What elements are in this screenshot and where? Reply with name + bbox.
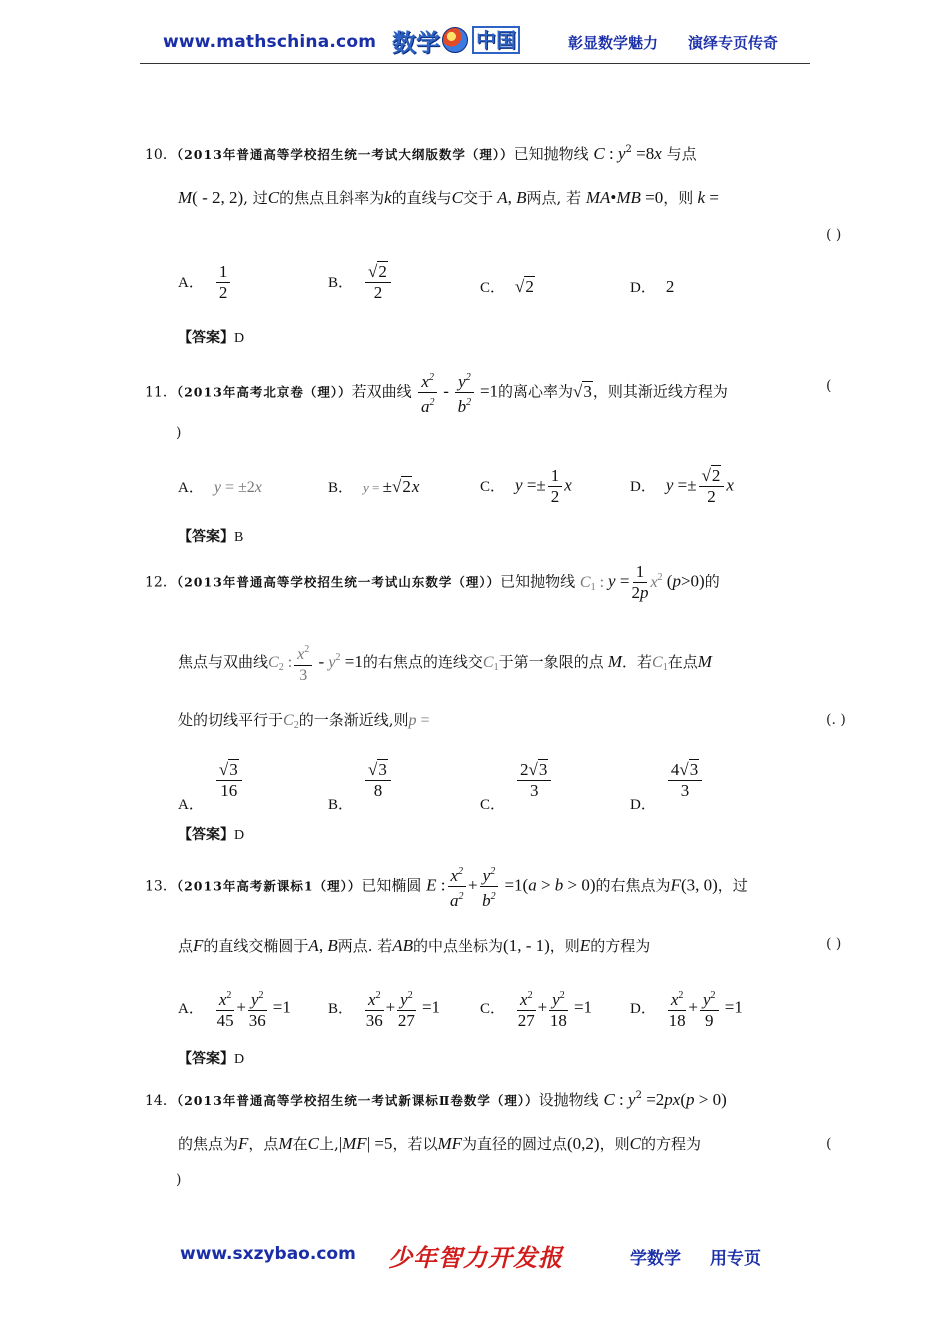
q10-text: 两点, 若 [526,189,582,207]
q14-text: 的焦点为 [178,1135,239,1153]
footer-slogan-1: 学数学 [630,1249,681,1269]
q12-text: 已知抛物线 [500,572,576,591]
globe-icon [442,27,468,53]
q13-text: ，则 [549,937,580,955]
q12-line-3: 处的切线平行于$C_2$的一条渐近线,则p = [178,711,430,731]
footer-logo: 少年智力开发报 [388,1243,563,1272]
q13-text: 已知椭圆 [361,876,422,895]
q14-source: （2013年普通高等学校招生统一考试新课标Ⅱ卷数学（理）） [176,1093,539,1108]
q10-line-2: M( - 2, 2), 过C的焦点且斜率为k的直线与C交于 A, B两点, 若 MA•MB =0，则 k = [178,188,719,207]
q12-answer [178,824,244,844]
q10-answer-bracket: ( ) [826,227,842,243]
answer-label: 【答案】 [178,330,234,346]
q12-option-label: B． [328,796,354,813]
answer-label: 【答案】 [178,827,234,843]
q12-text: 的一条渐近线,则 [298,711,409,729]
q11-option-c[interactable]: C． y =± $\frac{1}{2}$ x [480,466,572,506]
q11-number: 11． [145,384,177,401]
page-footer [180,1236,780,1276]
q10-formula-parabola: C [593,144,605,163]
q13-text: 两点. 若 [337,937,393,955]
q11-text: 的离心率为 [498,382,574,401]
q10-text: 的焦点且斜率为 [279,189,385,207]
q12-source: （2013年普通高等学校招生统一考试山东数学（理）） [176,574,501,590]
q10-option-label: A． [178,274,204,291]
footer-url[interactable]: www.sxzybao.com [180,1244,356,1264]
q13-option-label: D． [630,1000,656,1017]
q12-text: 的右焦点的连线交 [362,653,483,671]
q12-text: 的 [704,572,720,591]
answer-value: D [234,828,245,843]
q14-line-2: 的焦点为F，点M在C上,|MF| =5，若以MF为直径的圆过点(0,2)，则C的方程为 [178,1134,701,1153]
q11-text: ，则其渐近线方程为 [592,382,728,401]
q14-line-1: 14．（2013年普通高等学校招生统一考试新课标Ⅱ卷数学（理））设抛物线 C : $y^2 =2px(p > 0)$ [145,1090,727,1109]
q14-text: 的方程为 [640,1135,701,1153]
q10-text: ，则 [663,189,694,207]
footer-slogan-2: 用专页 [710,1249,761,1269]
q13-text: 的右焦点为 [595,876,671,895]
q14-bracket-open: ( [826,1136,832,1152]
page-header [140,22,810,64]
q12-line-2: 焦点与双曲线$C_2$ : $\frac{x^2}{3}$ - $y^2 =1$的右焦点的连线交$C_1$于第一象限的点 M．若$C_1$在点M [178,640,712,686]
q12-text: 处的切线平行于 [178,711,284,729]
q14-text: 在 [292,1135,308,1153]
q14-text: ，则 [599,1135,630,1153]
q14-text: ，若以 [392,1135,438,1153]
answer-value: D [234,331,245,346]
q10-text: 过 [252,189,268,207]
q13-text: 的方程为 [590,937,651,955]
q13-text: 的中点坐标为 [413,937,504,955]
q10-option-d[interactable] [630,276,674,297]
q12-option-label: D． [630,796,656,813]
q13-source: （2013年高考新课标1（理）） [176,878,362,894]
q12-text: 在点 [667,653,698,671]
answer-value: D [234,1052,245,1067]
q10-option-label: B． [328,274,354,291]
q14-bracket-close: ) [176,1172,182,1188]
q13-line-1: 13．（2013年高考新课标1（理））已知椭圆 E : $\frac{x^2}{a^2}$ + $\frac{y^2}{b^2}$ =1(a > b > 0)的右焦点为F(3, 0)，过 [145,862,748,911]
q14-text: 设抛物线 [538,1091,599,1109]
logo-text-china: 中国 [472,26,520,54]
q14-text: 为直径的圆过点 [462,1135,568,1153]
q14-number: 14． [145,1093,177,1109]
q12-line-1: 12．（2013年普通高等学校招生统一考试山东数学（理））已知抛物线 $C_1$ : y = $\frac{1}{2p}$ $x^2$ (p>0)的 [145,562,720,602]
q13-number: 13． [145,878,177,895]
q12-option-c[interactable]: C． $\frac{2√3}{3}$ [480,760,553,814]
q11-source: （2013年高考北京卷（理）） [176,384,352,400]
q12-text: 焦点与双曲线 [178,653,269,671]
q11-option-a[interactable]: A． y = ±2x [178,479,262,496]
q14-text: ，点 [248,1135,279,1153]
q11-option-d[interactable]: D． y =± $\frac{√2}{2}$ x [630,466,734,506]
header-url[interactable]: www.mathschina.com [163,32,377,52]
q12-number: 12． [145,574,177,591]
q12-option-label: A． [178,796,204,813]
q12-option-label: C． [480,796,506,813]
q11-option-label: B． [328,480,354,496]
q13-option-d[interactable]: D． $\frac{x^2}{18}$ + $\frac{y^2}{9}$ =1 [630,986,743,1031]
q12-option-a[interactable]: A． $\frac{√3}{16}$ [178,760,244,814]
q10-text: 的直线与 [391,189,452,207]
q13-text: 点 [178,937,194,955]
q10-option-label: C． [480,280,506,296]
q10-line-1: 10．（2013年普通高等学校招生统一考试大纲版数学（理））已知抛物线 C : $y^2 =8x$ 与点 [145,144,697,163]
q11-bracket-open: ( [826,378,832,394]
q12-text: 于第一象限的点 [498,653,604,671]
q13-text: 的直线交椭圆于 [203,937,309,955]
q13-option-b[interactable]: B． $\frac{x^2}{36}$ + $\frac{y^2}{27}$ =1 [328,986,440,1031]
q13-answer [178,1048,244,1068]
q13-option-label: B． [328,1000,354,1017]
q11-option-label: D． [630,478,656,495]
q10-option-d-value: 2 [665,277,675,296]
q10-option-label: D． [630,280,656,296]
q11-bracket-close: ) [176,425,182,441]
q13-answer-bracket: ( ) [826,936,842,952]
q12-option-b[interactable]: B． $\frac{√3}{8}$ [328,760,393,814]
mathschina-logo [392,24,520,56]
answer-value: B [234,530,244,545]
q11-text: 若双曲线 [351,382,412,401]
q13-option-label: A． [178,1000,204,1017]
q11-answer [178,526,243,546]
q11-line-1: 11．（2013年高考北京卷（理））若双曲线 $\frac{x^2}{a^2}$ - $\frac{y^2}{b^2}$ =1的离心率为√3，则其渐近线方程为 [145,368,728,417]
q12-option-d[interactable]: D． $\frac{4√3}{3}$ [630,760,704,814]
q10-text: 已知抛物线 [513,145,589,163]
q12-answer-bracket: (. ) [826,712,846,728]
q10-option-c[interactable]: C． √2 [480,277,534,296]
answer-label: 【答案】 [178,529,234,545]
q10-source: （2013年普通高等学校招生统一考试大纲版数学（理）） [176,147,514,162]
q13-option-c[interactable]: C． $\frac{x^2}{27}$ + $\frac{y^2}{18}$ =1 [480,986,592,1031]
q13-text: ，过 [717,876,748,895]
q14-text: 上, [318,1135,339,1153]
q10-answer [178,327,244,347]
logo-text-math: 数学 [392,28,440,57]
answer-label: 【答案】 [178,1051,234,1067]
q10-text: 与点 [666,145,697,163]
q10-text: 交于 [462,189,493,207]
q10-option-a[interactable]: A． $\frac{1}{2}$ [178,262,232,303]
q10-number: 10． [145,147,177,163]
q11-option-label: A． [178,480,204,496]
q10-option-b[interactable]: B． $\frac{√2}{2}$ [328,262,393,303]
q12-text: ．若 [622,653,653,671]
header-slogan-2: 演绎专页传奇 [688,34,779,52]
q13-option-label: C． [480,1000,506,1017]
header-slogan-1: 彰显数学魅力 [568,34,659,52]
q11-option-label: C． [480,478,506,495]
q13-line-2: 点F的直线交椭圆于A, B两点. 若AB的中点坐标为(1, - 1)，则E的方程为 [178,936,651,955]
q11-option-b[interactable]: B． y = ±√2x [328,477,420,496]
q13-option-a[interactable]: A． $\frac{x^2}{45}$ + $\frac{y^2}{36}$ =1 [178,986,291,1031]
